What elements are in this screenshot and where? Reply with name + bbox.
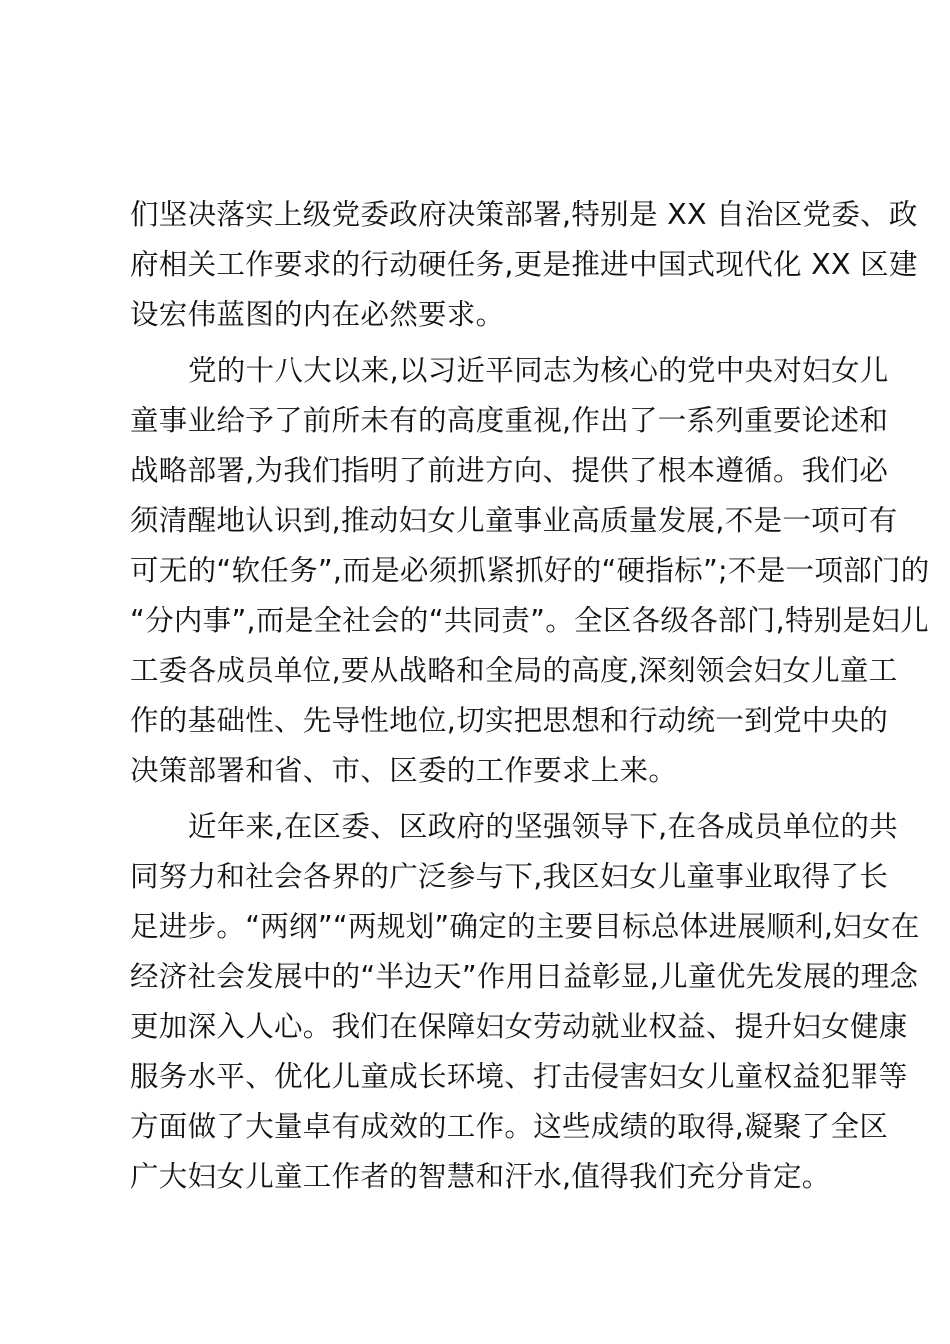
paragraph-2 [130,346,930,796]
text-line: 工委各成员单位,要从战略和全局的高度,深刻领会妇女儿童工 [130,654,898,687]
document-body [130,190,930,1208]
paragraph-1 [130,190,918,340]
text-line: 党的十八大以来,以习近平同志为核心的党中央对妇女儿 [188,354,889,387]
text-line: 设宏伟蓝图的内在必然要求。 [130,298,505,331]
text-line: 府相关工作要求的行动硬任务,更是推进中国式现代化 XX 区建 [130,248,918,281]
text-line: 更加深入人心。我们在保障妇女劳动就业权益、提升妇女健康 [130,1010,908,1043]
text-line: 近年来,在区委、区政府的坚强领导下,在各成员单位的共 [188,810,898,843]
paragraph-3 [130,802,920,1202]
text-line: 方面做了大量卓有成效的工作。这些成绩的取得,凝聚了全区 [130,1110,889,1143]
text-line: 战略部署,为我们指明了前进方向、提供了根本遵循。我们必 [130,454,889,487]
text-line: 服务水平、优化儿童成长环境、打击侵害妇女儿童权益犯罪等 [130,1060,908,1093]
text-line: 须清醒地认识到,推动妇女儿童事业高质量发展,不是一项可有 [130,504,898,537]
text-line: 童事业给予了前所未有的高度重视,作出了一系列重要论述和 [130,404,889,437]
text-line: “分内事”,而是全社会的“共同责”。全区各级各部门,特别是妇儿 [130,604,929,637]
text-line: 们坚决落实上级党委政府决策部署,特别是 XX 自治区党委、政 [130,198,918,231]
text-line: 足进步。“两纲”“两规划”确定的主要目标总体进展顺利,妇女在 [130,910,920,943]
text-line: 广大妇女儿童工作者的智慧和汗水,值得我们充分肯定。 [130,1160,831,1193]
text-line: 决策部署和省、市、区委的工作要求上来。 [130,754,678,787]
text-line: 经济社会发展中的“半边天”作用日益彰显,儿童优先发展的理念 [130,960,919,993]
text-line: 作的基础性、先导性地位,切实把思想和行动统一到党中央的 [130,704,889,737]
text-line: 可无的“软任务”,而是必须抓紧抓好的“硬指标”;不是一项部门的 [130,554,930,587]
text-line: 同努力和社会各界的广泛参与下,我区妇女儿童事业取得了长 [130,860,889,893]
